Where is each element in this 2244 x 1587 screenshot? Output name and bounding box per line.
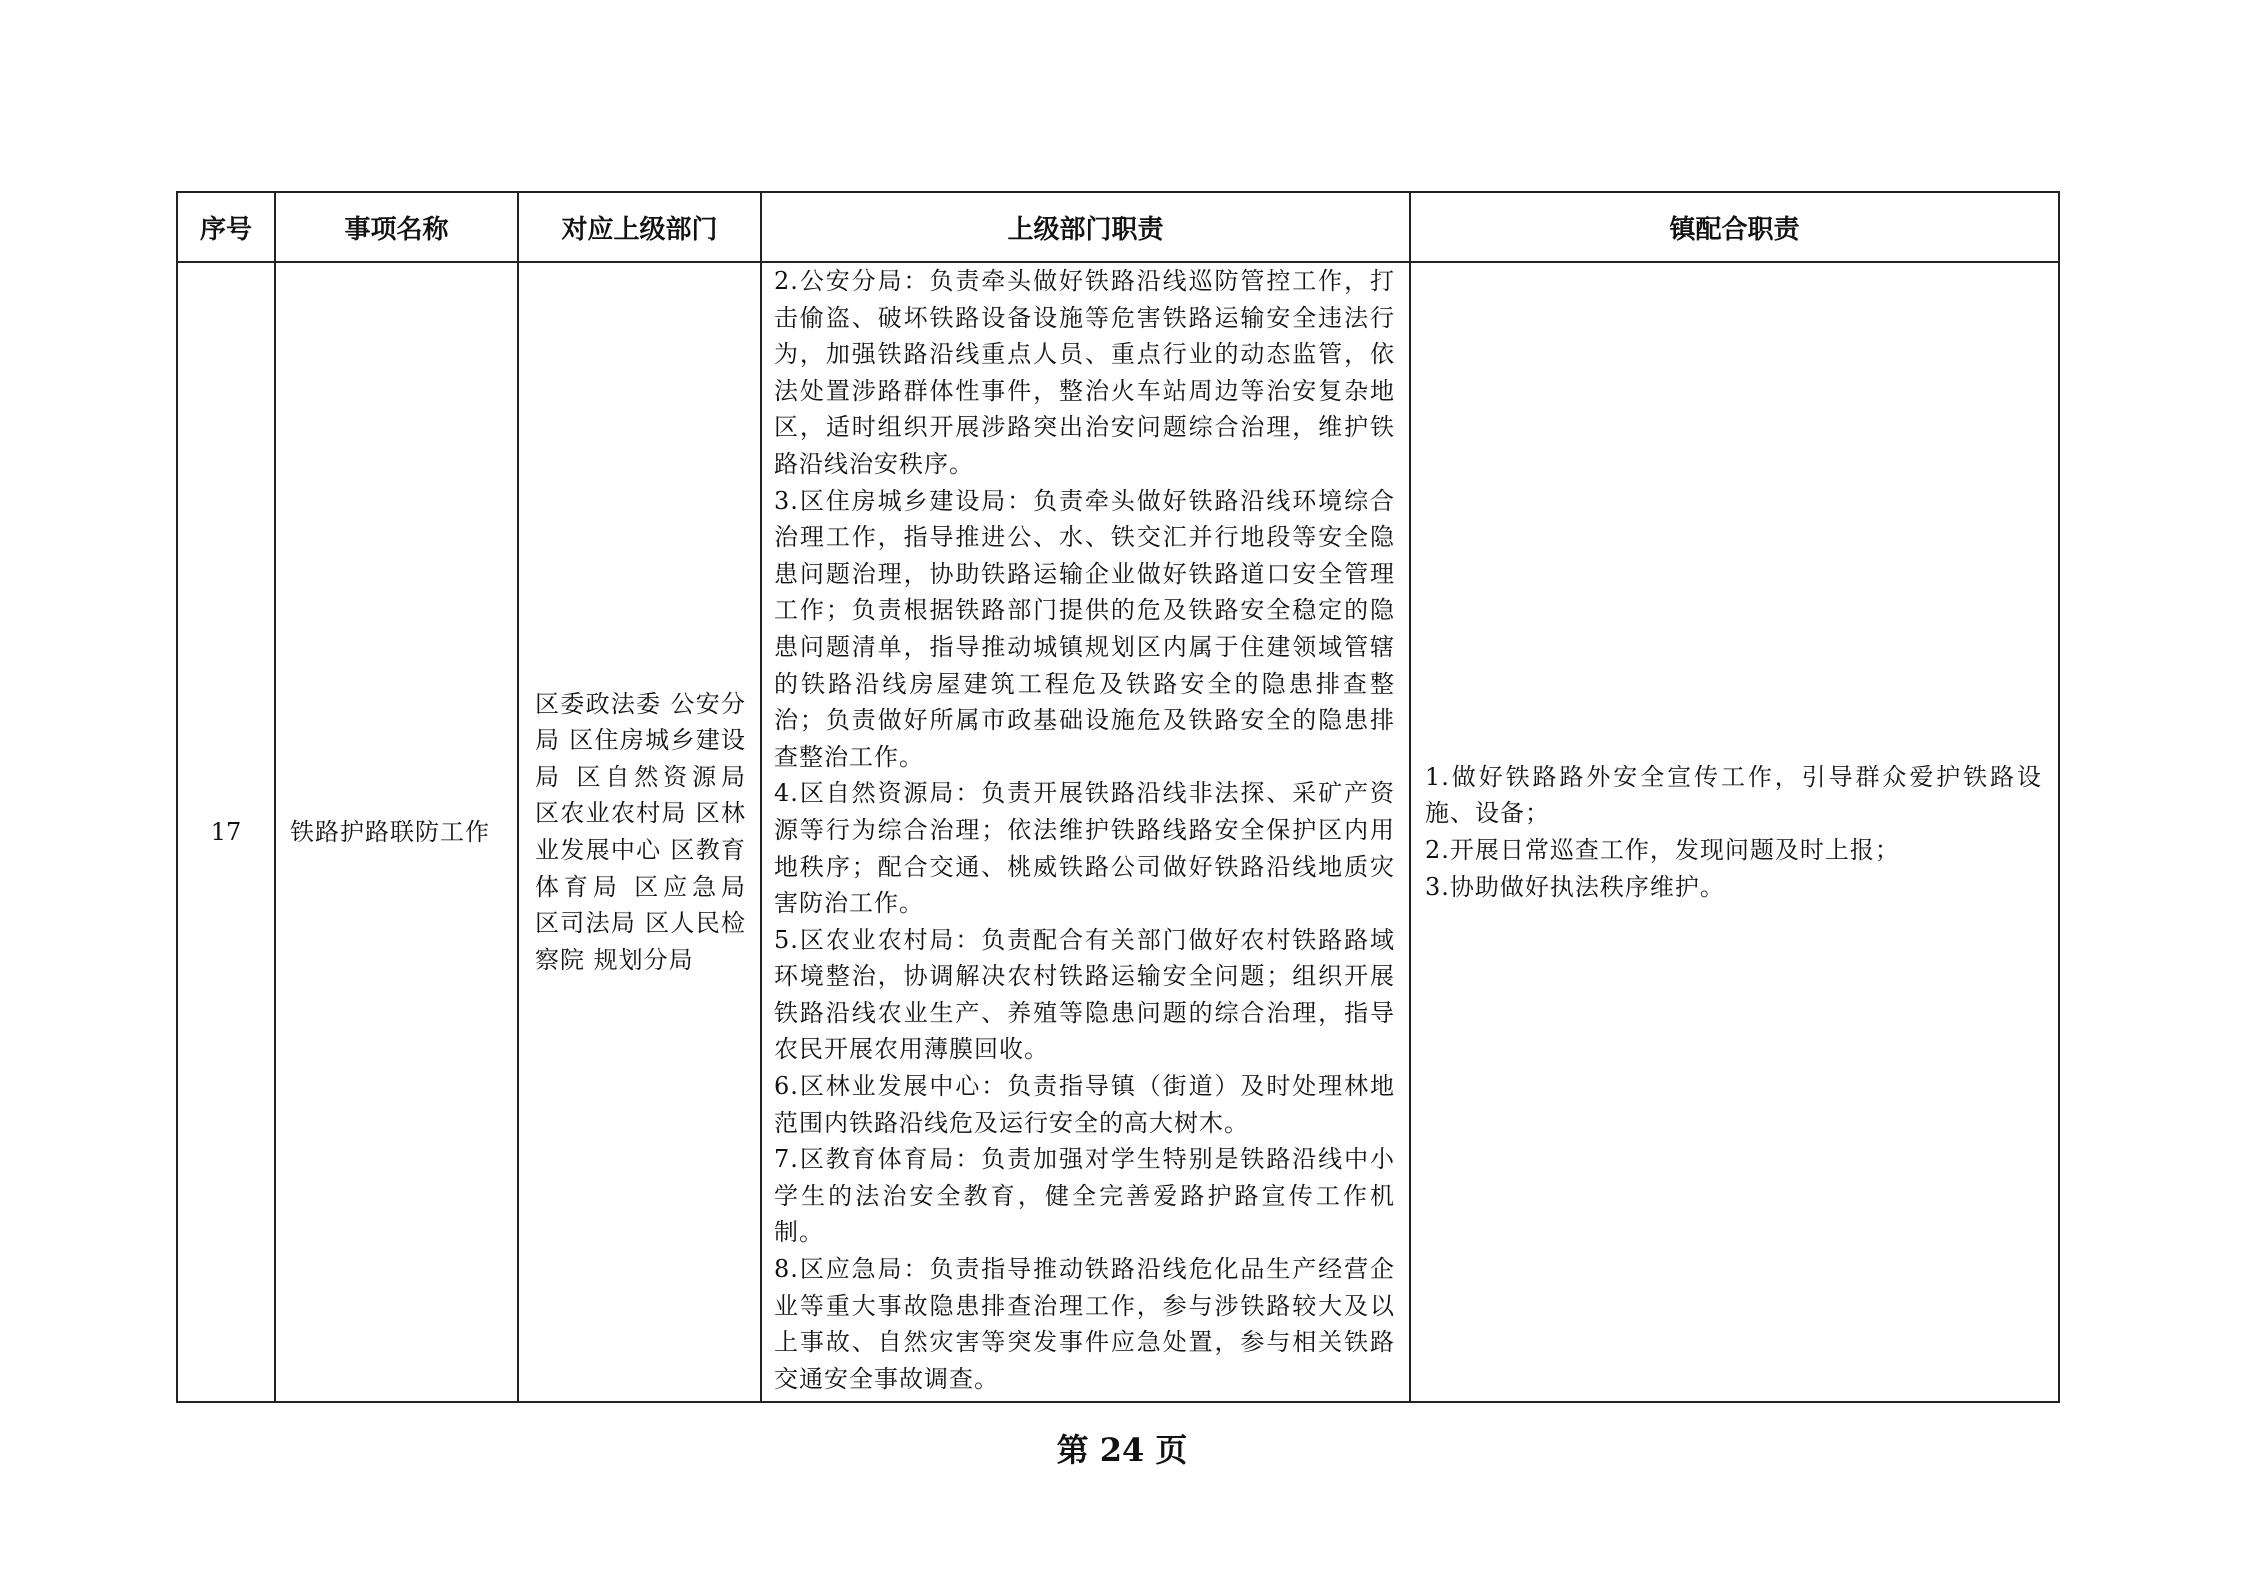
town-duty-item: 3.协助做好执法秩序维护。 <box>1425 872 1725 901</box>
table-row <box>177 262 2059 1402</box>
header-seq: 序号 <box>177 192 275 262</box>
town-duty-item: 1.做好铁路路外安全宣传工作，引导群众爱护铁路设施、设备； <box>1425 762 2042 828</box>
row-superior-dept <box>518 262 761 1402</box>
row-item-name <box>275 262 518 1402</box>
header-superior-dept: 对应上级部门 <box>518 192 761 262</box>
responsibility-table <box>176 191 2060 1403</box>
duty-paragraph: 6.区林业发展中心：负责指导镇（街道）及时处理林地范围内铁路沿线危及运行安全的高大树木。 <box>774 1072 1395 1137</box>
page-number: 第 24 页 <box>1056 1431 1188 1469</box>
item-name-text: 铁路护路联防工作 <box>290 817 490 846</box>
town-duty-item: 2.开展日常巡查工作，发现问题及时上报； <box>1425 836 1900 864</box>
dept-list-text: 区委政法委 公安分局 区住房城乡建设局 区自然资源局 区农业农村局 区林业发展中心 区教育体育局 区应急局 区司法局 区人民检察院 规划分局 <box>535 689 746 974</box>
header-town-duties: 镇配合职责 <box>1410 192 2059 262</box>
row-town-duties <box>1410 262 2059 1402</box>
row-superior-duties <box>761 262 1410 1402</box>
header-row <box>177 192 2059 262</box>
header-superior-duties: 上级部门职责 <box>761 192 1410 262</box>
duty-paragraph: 8.区应急局：负责指导推动铁路沿线危化品生产经营企业等重大事故隐患排查治理工作，参与涉铁路较大及以上事故、自然灾害等突发事件应急处置，参与相关铁路交通安全事故调查。 <box>774 1255 1395 1393</box>
duty-paragraph: 5.区农业农村局：负责配合有关部门做好农村铁路路域环境整治，协调解决农村铁路运输安全问题；组织开展铁路沿线农业生产、养殖等隐患问题的综合治理，指导农民开展农用薄膜回收。 <box>774 925 1395 1064</box>
header-item-name: 事项名称 <box>275 192 518 262</box>
duty-paragraph: 7.区教育体育局：负责加强对学生特别是铁路沿线中小学生的法治安全教育，健全完善爱路护路宣传工作机制。 <box>774 1145 1395 1247</box>
duty-paragraph: 2.公安分局：负责牵头做好铁路沿线巡防管控工作，打击偷盗、破坏铁路设备设施等危害铁路运输安全违法行为，加强铁路沿线重点人员、重点行业的动态监管，依法处置涉路群体性事件，整治火车站周边等治安复杂地区，适时组织开展涉路突出治安问题综合治理，维护铁路沿线治安秩序。 <box>774 267 1395 478</box>
row-seq: 17 <box>177 262 275 1402</box>
duty-paragraph: 4.区自然资源局：负责开展铁路沿线非法探、采矿产资源等行为综合治理；依法维护铁路线路安全保护区内用地秩序；配合交通、桃威铁路公司做好铁路沿线地质灾害防治工作。 <box>774 779 1395 918</box>
duty-paragraph: 3.区住房城乡建设局：负责牵头做好铁路沿线环境综合治理工作，指导推进公、水、铁交汇并行地段等安全隐患问题治理，协助铁路运输企业做好铁路道口安全管理工作；负责根据铁路部门提供的危及铁路安全稳定的隐患问题清单，指导推动城镇规划区内属于住建领域管辖的铁路沿线房屋建筑工程危及铁路安全的隐患排查整治；负责做好所属市政基础设施危及铁路安全的隐患排查整治工作。 <box>774 486 1395 771</box>
